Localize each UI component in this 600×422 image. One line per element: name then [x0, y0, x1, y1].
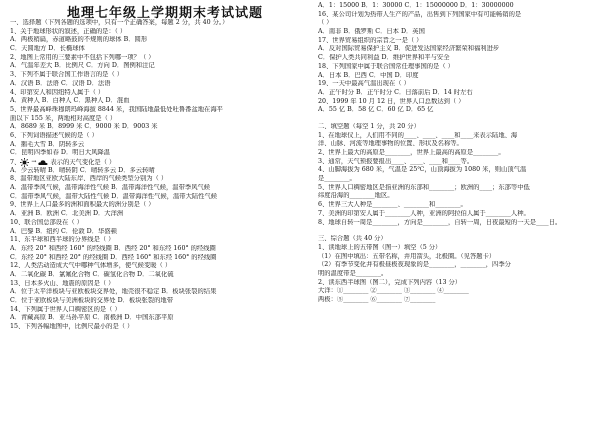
right-line: 2、读东西半球图（图二），完成下列内容（13 分）	[318, 278, 462, 286]
left-line: C．东经 20° 和西经 20° 的经线圈 D．西经 160° 和东经 160° 的经线圈	[10, 253, 217, 261]
left-line: 13、日本多火山、地震的原因是（ ）	[10, 279, 115, 287]
left-line: 11、东半球和西半球的分界线是（ ）	[10, 236, 115, 244]
left-line: 面以下 155 米，两地相对高度是（ ）	[10, 114, 117, 122]
right-line: 明的温度带是________。	[318, 269, 388, 277]
right-line: 2、世界上最大的高原是________，世界上最高的高原是________。	[318, 149, 505, 156]
right-line: A．正午时分 B．正午时分 C．日落前后 D．14 时左右	[318, 88, 473, 96]
right-line: 3、通常，天气预报要报出____、____、____和____等。	[318, 157, 474, 165]
left-line: C．天圆地方 D．长椭球体	[10, 45, 85, 53]
left-line: 1、关于地球形状的叙述，正确的是：（ ）	[10, 27, 127, 35]
right-line: 5、世界人口稠密地区是指亚洲的东部和________；欧洲的____；东部等中低	[318, 183, 530, 191]
left-line: A．两极稍扁，赤道略鼓的不规则的球体 B．圆形	[10, 36, 148, 44]
right-line: C．保护人类共同利益 D．维护世界和平与安全	[318, 54, 450, 62]
left-line: 12、人类活动造成大气中哪种气体增多，使气候变暖（ ）	[10, 262, 172, 270]
right-line: 6、世界三大人种是________、________和________。	[318, 201, 467, 209]
right-line: 18、下列国家中属于联合国常任理事国的是（ ）	[318, 62, 454, 70]
left-line: A．气温年差大 B．比例尺 C．方向 D．图例和注记	[10, 62, 155, 70]
left-line: 9、世界上人口最多的洲和面积最大的洲分别是（ ）	[10, 201, 155, 209]
right-line: A．1：15000 B．1：30000 C．1：15000000 D．1：30000000	[318, 2, 514, 9]
right-line: 1、读地球上的五带图（图一）填空（5 分）	[318, 243, 442, 251]
left-line: A．温带季风气候，温带海洋性气候 B．温带海洋性气候，温带季风气候	[10, 184, 211, 192]
weather-symbol-icon: →	[20, 158, 48, 167]
right-column	[318, 2, 596, 305]
right-line: 纬度沿海的________地区。	[318, 192, 394, 200]
right-line: （ ）	[318, 19, 333, 27]
right-line: 20、1999 年 10 月 12 日，世界人口总数达到（ ）	[318, 97, 465, 105]
left-line: A．二氧化碳 B．氯氟化合物 C．碳氢化合物 D．二氧化硫	[10, 270, 174, 278]
left-line: 14、下列属于世界人口稠密区的是（ ）	[10, 305, 121, 313]
left-line: 15、下列各幅地图中，比例尺最小的是（ ）	[10, 323, 134, 331]
right-line: 三、综合题（共 40 分）	[318, 235, 387, 243]
right-line: （1）在图中填出：五带名称，并用箭头，北极圈。（见答题卡）	[318, 252, 496, 260]
right-line: A．反对国际贸易保护主义 B．促进发达国家经济繁荣和福利进步	[318, 45, 500, 53]
left-column	[10, 19, 302, 332]
left-line: 一、选择题（下列各题的选项中，只有一个正确答案，每题 2 分，共 40 分。）	[10, 19, 229, 26]
right-line: 大洋：①________ ②________ ③________ ④________	[318, 287, 469, 295]
left-line: A．汉语 B．法语 C．汉语 D．法语	[10, 79, 111, 87]
left-line: C．昆明四季如春 D．明日大风降温	[10, 149, 111, 157]
right-line	[318, 227, 596, 235]
right-line: A．日本 B．巴西 C．中国 D．印度	[318, 71, 419, 79]
right-line: 洋、山脉、河流等地理事物的位置、形状及名称等。	[318, 140, 463, 148]
right-line	[318, 115, 596, 123]
right-line: 4、山脚海拔为 680 米，气温是 25℃，山顶海拔为 1080 米，则山顶气温	[318, 166, 527, 174]
left-line: A．巴黎 B．纽约 C．伦敦 D．华盛顿	[10, 227, 117, 235]
right-line: 7、美洲的印第安人属于________人种，亚洲的阿拉伯人属于________人种。	[318, 209, 530, 217]
left-line: 8、温带地区亚欧大陆东岸、西岸的气候类型分别为（ ）	[10, 175, 168, 183]
right-line: 8、地球自转一周是________，方向是________，自转一周，日夜最短的一天是____日。	[318, 218, 562, 226]
right-line: 两极：⑤________ ⑥________ ⑦________	[318, 296, 436, 303]
right-line: 16、某公司计划为热带人生产的产品，出售到下列国家中有可能畅销的是	[318, 10, 522, 18]
left-line: A．少云转晴 B．晴转阴 C．晴转多云 D．多云转晴	[10, 166, 155, 174]
left-line: A．黄种人 B．白种人 C．黑种人 D．混血	[10, 97, 130, 105]
right-line: 1、在地球仪上，人们用不同的____、____、____和____来表示陆地、海	[318, 131, 518, 139]
right-line: 17、世界贸易组织的宗旨之一是（ ）	[318, 36, 423, 44]
left-line: 3、下列不属于联合国工作语言的是（ ）	[10, 71, 124, 79]
left-line: 2、地图上常用的三要素中不包括下列哪一项？（ ）	[10, 53, 155, 61]
left-line: A．青藏高原 B．亚马孙平原 C．南极洲 D．中国东部平原	[10, 314, 174, 322]
left-line: A．东经 20° 和西经 160° 的经线圈 B．西经 20° 和东经 160° 的经线圈	[10, 244, 216, 252]
left-line: A．亚洲 B．欧洲 C．北美洲 D．大洋洲	[10, 210, 124, 218]
right-line: 是________。	[318, 175, 356, 183]
right-line: 二、填空题（每空 1 分，共 20 分）	[318, 122, 420, 130]
right-line: A．55 亿 B．58 亿 C．60 亿 D．65 亿	[318, 106, 434, 114]
left-line: A．位于太平洋板块与亚欧板块交界处，地壳很不稳定 B．板块张裂的结果	[10, 288, 217, 296]
left-line: 6、下列词语描述气候的是（ ）	[10, 131, 98, 139]
left-line: 7、 → 表示的天气变化是（ ）	[10, 158, 116, 166]
left-line: 4、印第安人和因纽特人属于（ ）	[10, 88, 105, 96]
right-line: （2）有季节变化并有极昼极夜现象的是________，________，四季分	[318, 261, 511, 269]
right-line: A．南非 B．俄罗斯 C．日本 D．英国	[318, 28, 425, 36]
left-line: A．8689 米 B．8999 米 C．9000 米 D．9003 米	[10, 123, 158, 131]
left-line: A．鹅毛大雪 B．阴转多云	[10, 140, 85, 148]
left-line: 10、联合国总部设在（ ）	[10, 218, 83, 226]
left-line: 5、世界最高峰珠穆朗玛峰海拔 8844 米，我国陆地最低处吐鲁番盆地在海平	[10, 105, 223, 113]
right-line: 19、一天中最高气温出现在（ ）	[318, 80, 410, 88]
left-line: C．温带季风气候，温带大陆性气候 D．温带海洋性气候，温带大陆性气候	[10, 192, 218, 200]
left-line: C．位于亚欧板块与美洲板块的交界处 D．板块张裂的地带	[10, 297, 173, 304]
exam-title: 地理七年级上学期期末考试试题	[66, 6, 263, 21]
